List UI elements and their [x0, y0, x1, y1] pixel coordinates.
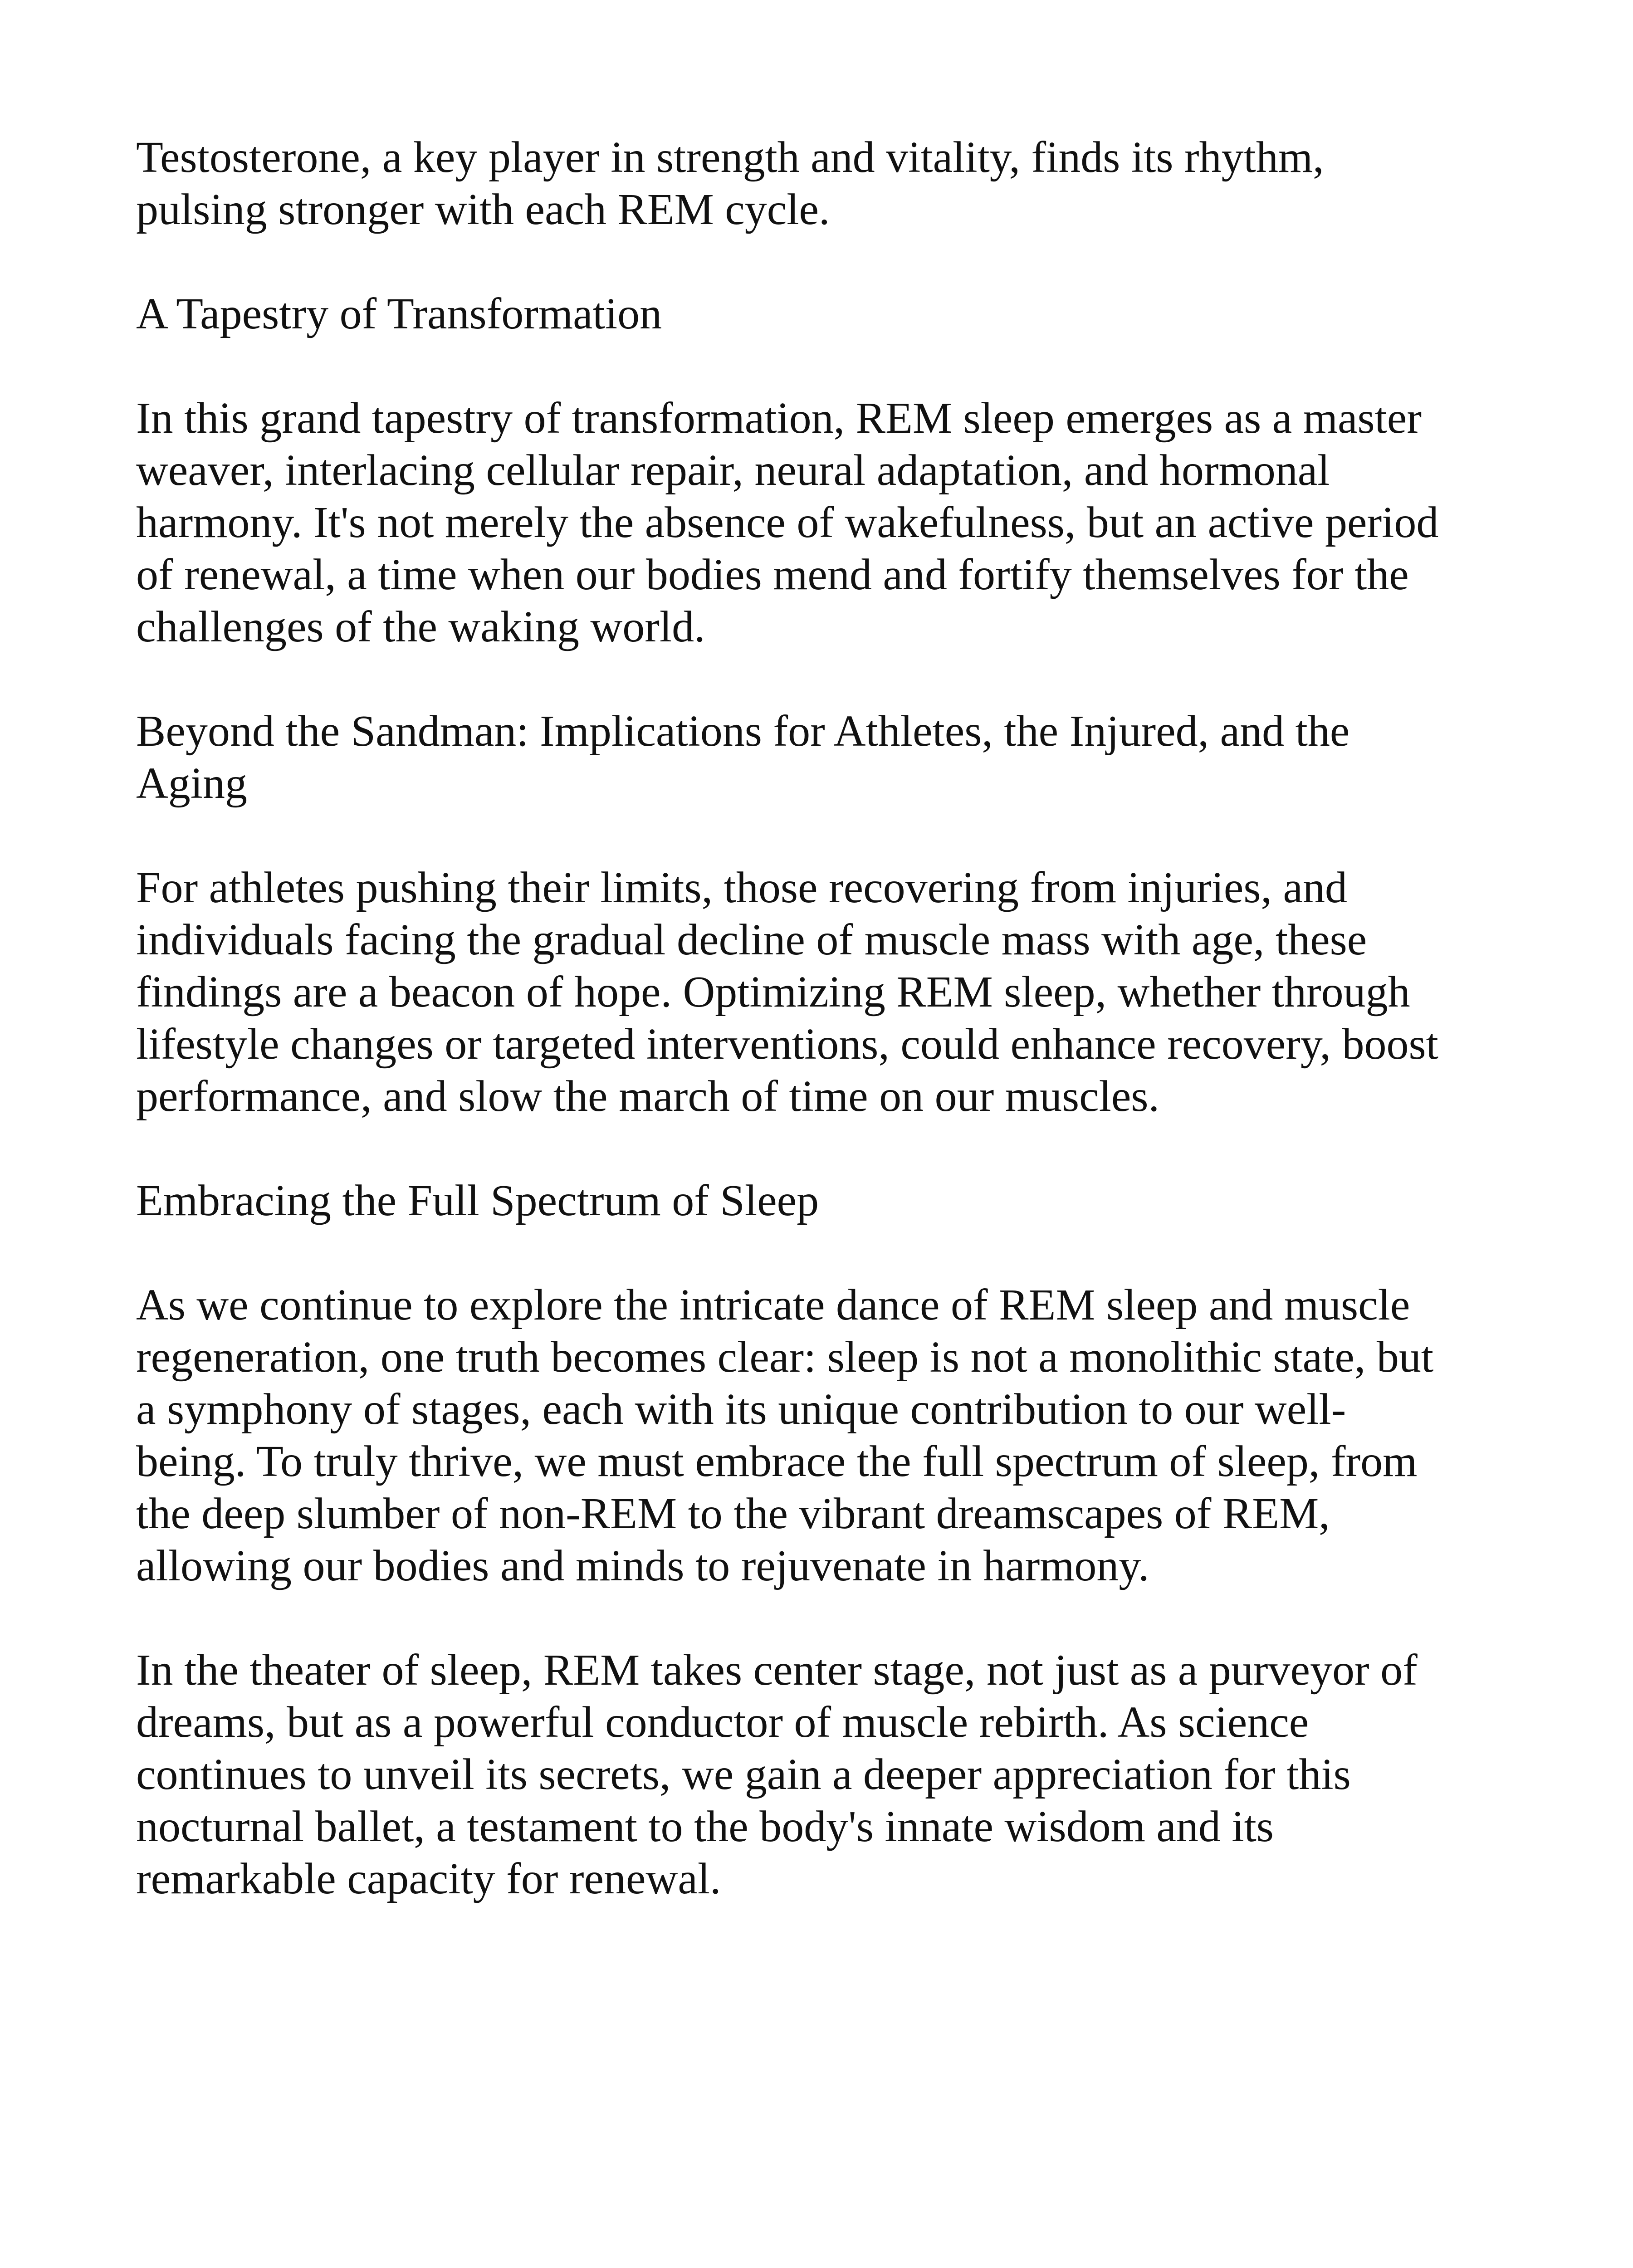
body-paragraph: Testosterone, a key player in strength and vitality, finds its rhythm, pulsing stronger with each REM cycle. — [136, 133, 1324, 234]
body-paragraph: For athletes pushing their limits, those recovering from injuries, and individuals facing the gradual decline of muscle mass with age, these findings are a beacon of hope. Optimizing REM sleep, whether through lifestyle changes or targeted interventions, could enhance recovery, boost performance, and slow the march of time on our muscles. — [136, 863, 1438, 1121]
body-paragraph: As we continue to explore the intricate dance of REM sleep and muscle regeneration, one truth becomes clear: sleep is not a monolithic state, but a symphony of stages, each with its unique contribution to our well-being. To truly thrive, we must embrace the full spectrum of sleep, from the deep slumber of non-REM to the vibrant dreamscapes of REM, allowing our bodies and minds to rejuvenate in harmony. — [136, 1281, 1434, 1590]
body-paragraph: In this grand tapestry of transformation, REM sleep emerges as a master weaver, interlacing cellular repair, neural adaptation, and hormonal harmony. It's not merely the absence of wakefulness, but an active period of renewal, a time when our bodies mend and fortify themselves for the challenges of the waking world. — [136, 394, 1439, 651]
section-heading: Beyond the Sandman: Implications for Athletes, the Injured, and the Aging — [136, 707, 1350, 808]
section-heading: Embracing the Full Spectrum of Sleep — [136, 1176, 819, 1225]
section-heading: A Tapestry of Transformation — [136, 289, 662, 338]
body-paragraph: In the theater of sleep, REM takes center stage, not just as a purveyor of dreams, but as a powerful conductor of muscle rebirth. As science continues to unveil its secrets, we gain a deeper appreciation for this nocturnal ballet, a testament to the body's innate wisdom and its remarkable capacity for renewal. — [136, 1646, 1418, 1903]
page-body — [136, 132, 1452, 1957]
